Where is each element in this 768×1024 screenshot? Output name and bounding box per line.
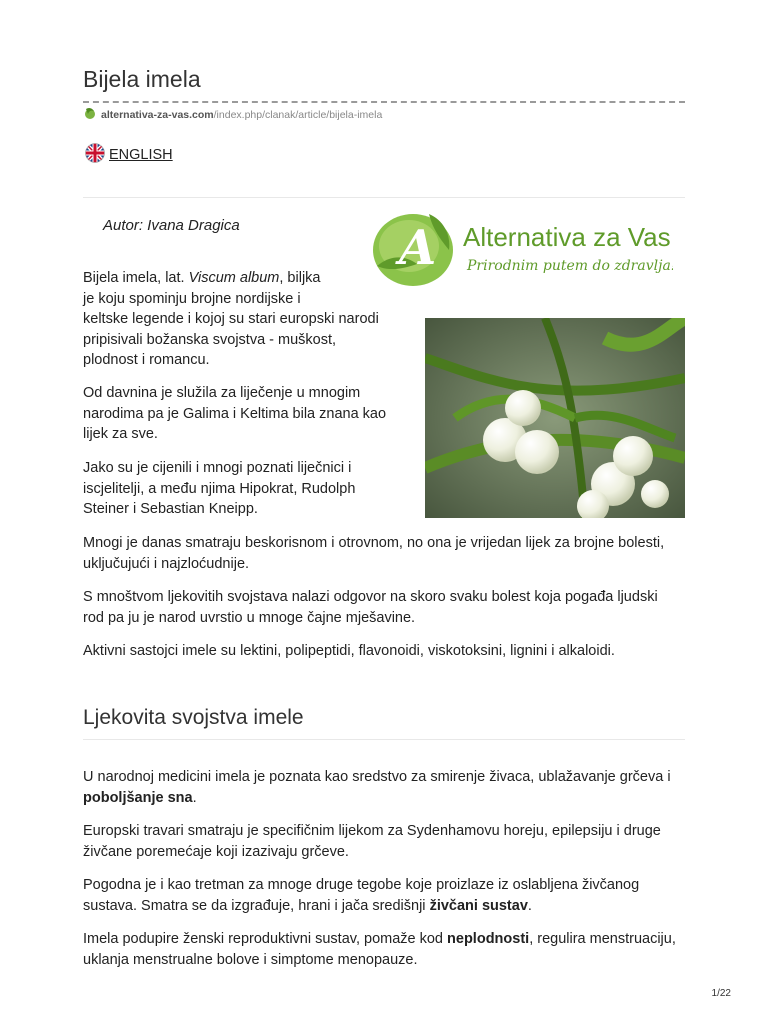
section-divider (83, 739, 685, 740)
mistletoe-photo (425, 318, 685, 518)
intro-paragraph-5: S mnoštvom ljekovitih svojstava nalazi odgovor na skoro svaku bolest koja pogađa ljudski rod pa ju je narod uvrstio u mnoge čajne mješavine. (83, 589, 658, 626)
intro-paragraph-4: Mnogi je danas smatraju beskorisnom i otrovnom, no ona je vrijedan lijek za brojne bolesti, uključujući i najzloćudnije. (83, 535, 665, 572)
header-divider (83, 197, 685, 198)
uk-flag-icon (85, 143, 105, 167)
source-url[interactable] (83, 106, 382, 123)
page-number: 1/22 (711, 988, 731, 999)
logo-letter: A (399, 220, 437, 276)
intro-paragraph-1: Bijela imela, lat. Viscum album, biljka je koju spominju brojne nordijske i keltske legende i kojoj su stari europski narodi pripisivali božanska svojstva - muškost, plodnost i romancu. (83, 270, 379, 368)
intro-paragraph-3: Jako su je cijenili i mnogi poznati liječnici i iscjelitelji, a među njima Hipokrat, Rudolph Steiner i Sebastian Kneipp. (83, 460, 356, 517)
intro-paragraph-6: Aktivni sastojci imele su lektini, polipeptidi, flavonoidi, viskotoksini, lignini i alkaloidi. (83, 643, 615, 659)
alternativa-logo (369, 206, 673, 290)
section-paragraph-1: U narodnoj medicini imela je poznata kao sredstvo za smirenje živaca, ublažavanje grčeva i poboljšanje sna. (83, 769, 671, 806)
section-heading: Ljekovita svojstva imele (83, 706, 304, 729)
site-favicon-icon (83, 106, 97, 123)
intro-paragraph-2: Od davnina je služila za liječenje u mnogim narodima pa je Galima i Keltima bila znana kao lijek za sve. (83, 385, 387, 442)
title-divider (83, 101, 685, 103)
author-line: Autor: Ivana Dragica (103, 217, 240, 234)
section-paragraph-4: Imela podupire ženski reproduktivni sustav, pomaže kod neplodnosti, regulira menstruaciju, uklanja menstrualne bolove i simptome menopauze. (83, 931, 676, 968)
page-title: Bijela imela (83, 66, 201, 92)
english-link-label: ENGLISH (109, 147, 173, 163)
section-paragraph-2: Europski travari smatraju je specifičnim lijekom za Sydenhamovu horeju, epilepsiju i druge živčane poremećaje koji izazivaju grčeve. (83, 823, 661, 860)
source-path: /index.php/clanak/article/bijela-imela (213, 108, 383, 121)
english-language-link[interactable] (85, 143, 173, 167)
logo-tagline: Prirodnim putem do zdravlja! (467, 258, 673, 274)
logo-brand: Alternativa za Vas (463, 222, 671, 252)
source-domain: alternativa-za-vas.com (101, 108, 214, 121)
section-paragraph-3: Pogodna je i kao tretman za mnoge druge tegobe koje proizlaze iz oslabljena živčanog sustava. Smatra se da izgrađuje, hrani i jača središnji živčani sustav. (83, 877, 640, 914)
